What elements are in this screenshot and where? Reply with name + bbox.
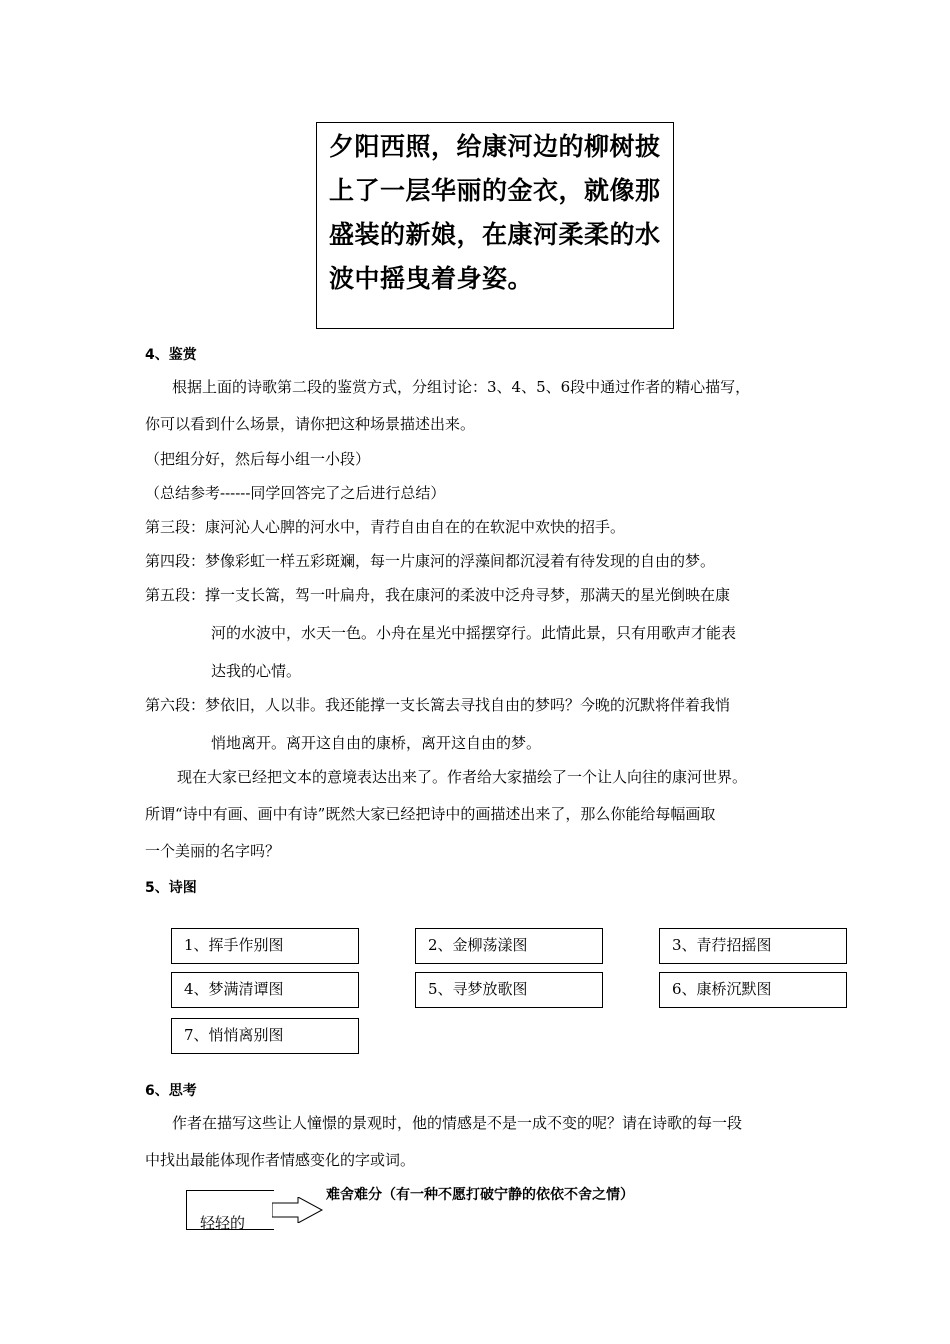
- quote-box: [316, 122, 674, 329]
- quote-line: 波中摇曳着身姿。: [329, 264, 534, 293]
- paragraph: 所谓“诗中有画、画中有诗”既然大家已经把诗中的画描述出来了，那么你能给每幅画取: [145, 805, 716, 823]
- poem-picture-cell: 2、金柳荡漾图: [415, 928, 603, 964]
- paragraph-stanza-5: 达我的心情。: [211, 662, 302, 680]
- poem-picture-cell: 5、寻梦放歌图: [415, 972, 603, 1008]
- right-arrow-icon: [272, 1197, 324, 1223]
- paragraph: 你可以看到什么场景，请你把这种场景描述出来。: [145, 415, 476, 433]
- section5-heading: 5、诗图: [145, 880, 197, 896]
- arrow-label: 轻轻的: [200, 1214, 246, 1232]
- poem-picture-cell: 3、青荇招摇图: [659, 928, 847, 964]
- arrow-result: 难舍难分（有一种不愿打破宁静的依依不舍之情）: [326, 1187, 634, 1203]
- paragraph-stanza-6: 悄地离开。离开这自由的康桥，离开这自由的梦。: [211, 734, 542, 752]
- note: （总结参考------同学回答完了之后进行总结）: [145, 484, 446, 502]
- paragraph-stanza-5: 河的水波中，水天一色。小舟在星光中摇摆穿行。此情此景，只有用歌声才能表: [211, 624, 737, 642]
- paragraph: 作者在描写这些让人憧憬的景观时，他的情感是不是一成不变的呢？请在诗歌的每一段: [172, 1114, 743, 1132]
- paragraph: 根据上面的诗歌第二段的鉴赏方式，分组讨论：3、4、5、6段中通过作者的精心描写，: [172, 378, 751, 396]
- poem-picture-cell: 6、康桥沉默图: [659, 972, 847, 1008]
- paragraph-stanza-4: 第四段：梦像彩虹一样五彩斑斓，每一片康河的浮藻间都沉浸着有待发现的自由的梦。: [145, 552, 716, 570]
- paragraph-stanza-6: 第六段：梦依旧，人以非。我还能撑一支长篙去寻找自由的梦吗？今晚的沉默将伴着我悄: [145, 696, 731, 714]
- poem-picture-cell: 4、梦满清谭图: [171, 972, 359, 1008]
- section6-heading: 6、思考: [145, 1083, 197, 1099]
- paragraph: 现在大家已经把文本的意境表达出来了。作者给大家描绘了一个让人向往的康河世界。: [177, 768, 748, 786]
- paragraph-stanza-3: 第三段：康河沁人心脾的河水中，青荇自由自在的在软泥中欢快的招手。: [145, 518, 626, 536]
- section4-heading: 4、鉴赏: [145, 347, 197, 363]
- poem-picture-cell: 7、悄悄离别图: [171, 1018, 359, 1054]
- paragraph: 一个美丽的名字吗？: [145, 842, 281, 860]
- quote-line: 夕阳西照，给康河边的柳树披: [329, 132, 661, 161]
- paragraph: 中找出最能体现作者情感变化的字或词。: [145, 1151, 416, 1169]
- paragraph-stanza-5: 第五段：撑一支长篙，驾一叶扁舟，我在康河的柔波中泛舟寻梦，那满天的星光倒映在康: [145, 586, 731, 604]
- note: （把组分好，然后每小组一小段）: [145, 450, 371, 468]
- quote-line: 上了一层华丽的金衣，就像那: [329, 176, 661, 205]
- quote-line: 盛装的新娘，在康河柔柔的水: [329, 220, 661, 249]
- poem-picture-cell: 1、挥手作别图: [171, 928, 359, 964]
